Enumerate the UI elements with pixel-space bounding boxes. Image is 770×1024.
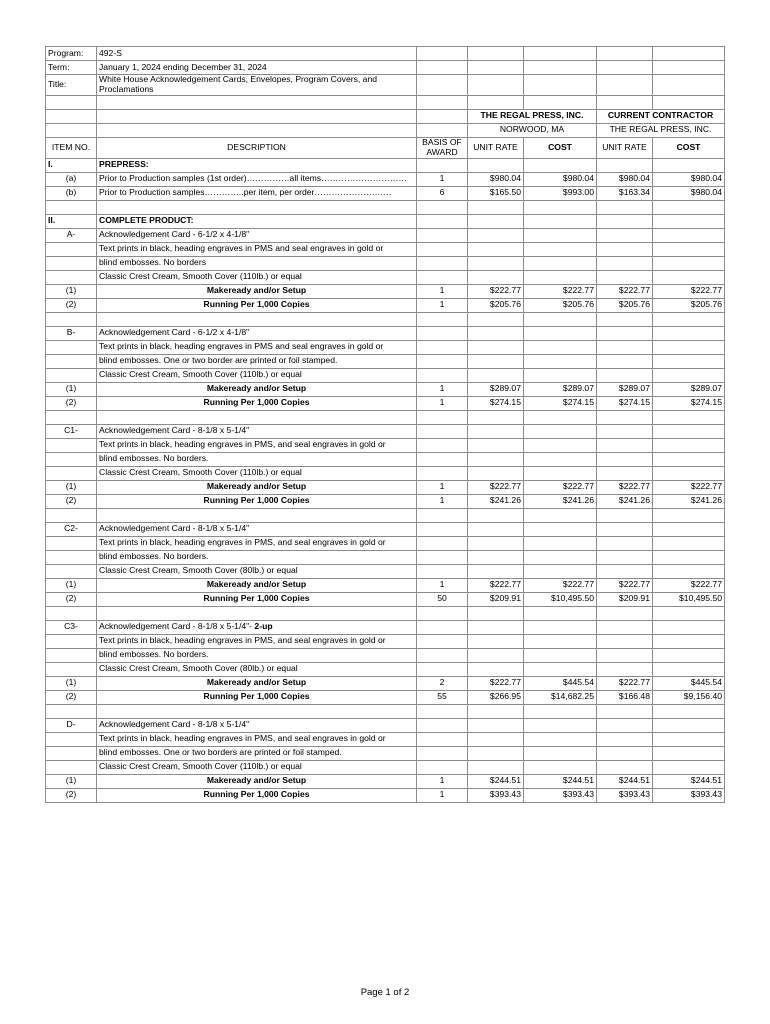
description-text: blind embosses. One or two border are printed or foil stamped. [99, 355, 338, 366]
section-description-row [46, 536, 725, 550]
section-description-row [46, 256, 725, 270]
header-basis: BASIS OF AWARD [417, 137, 468, 158]
section-description-line [97, 340, 417, 354]
section-description-row [46, 326, 725, 340]
section-description-line [97, 354, 417, 368]
section-description-line [97, 634, 417, 648]
item-no: (2) [46, 690, 97, 704]
unit-rate-2: $166.48 [597, 690, 653, 704]
section-id-blank [46, 648, 97, 662]
cost-1: $241.26 [524, 494, 597, 508]
section-id-blank [46, 550, 97, 564]
section-description-row [46, 354, 725, 368]
cost-1: $244.51 [524, 774, 597, 788]
section-description-row [46, 746, 725, 760]
section-description-line [97, 648, 417, 662]
prepress-row-b [46, 186, 725, 200]
cost-2: $9,156.40 [653, 690, 725, 704]
cost-1: $14,682.25 [524, 690, 597, 704]
section-description-row [46, 466, 725, 480]
complete-product-header-row [46, 214, 725, 228]
header-unit-rate-1: UNIT RATE [468, 137, 524, 158]
cost-2: $241.26 [653, 494, 725, 508]
title-row [46, 75, 725, 96]
item-no: (1) [46, 774, 97, 788]
item-no: (2) [46, 592, 97, 606]
price-line-row [46, 788, 725, 802]
basis-value: 1 [417, 396, 468, 410]
unit-rate-1: $222.77 [468, 578, 524, 592]
price-line-row [46, 578, 725, 592]
section-description-line [97, 228, 417, 242]
page-number: Page 1 of 2 [360, 987, 410, 998]
section-id-blank [46, 270, 97, 284]
unit-rate-1: $980.04 [468, 172, 524, 186]
title-value: White House Acknowledgement Cards, Envelopes, Program Covers, and Proclamations [97, 75, 417, 96]
item-no: (a) [46, 172, 97, 186]
unit-rate-2: $274.15 [597, 396, 653, 410]
section-id-blank [46, 452, 97, 466]
section-id: B- [46, 326, 97, 340]
cost-2: $445.54 [653, 676, 725, 690]
cost-2: $274.15 [653, 396, 725, 410]
section-description-line [97, 466, 417, 480]
cost-2: $10,495.50 [653, 592, 725, 606]
item-no: (1) [46, 578, 97, 592]
description-text: blind embosses. No borders. [99, 551, 209, 562]
description-text: Classic Crest Cream, Smooth Cover (80lb.) or equal [99, 663, 298, 674]
cost-1: $205.76 [524, 298, 597, 312]
description-text: Acknowledgement Card - 8-1/8 x 5-1/4" [99, 425, 250, 436]
line-label: Makeready and/or Setup [97, 480, 417, 494]
vendor-location-row [46, 123, 725, 137]
section-description-line [97, 438, 417, 452]
section-description-line [97, 718, 417, 732]
complete-product-number: II. [46, 214, 97, 228]
section-id-blank [46, 242, 97, 256]
description-text: Acknowledgement Card - 8-1/8 x 5-1/4" [99, 719, 250, 730]
section-id-blank [46, 746, 97, 760]
description-text: Text prints in black, heading engraves in PMS, and seal engraves in gold or [99, 439, 386, 450]
section-description-row [46, 340, 725, 354]
price-line-row [46, 298, 725, 312]
basis-value: 50 [417, 592, 468, 606]
cost-1: $993.00 [524, 186, 597, 200]
section-description-row [46, 648, 725, 662]
cost-1: $274.15 [524, 396, 597, 410]
item-no: (1) [46, 676, 97, 690]
prepress-label: PREPRESS: [97, 158, 417, 172]
price-line-row [46, 592, 725, 606]
price-line-row [46, 676, 725, 690]
item-no: (b) [46, 186, 97, 200]
unit-rate-1: $274.15 [468, 396, 524, 410]
description-text: Text prints in black, heading engraves in PMS, and seal engraves in gold or [99, 733, 386, 744]
vendor2-name: CURRENT CONTRACTOR [597, 109, 725, 123]
section-description-row [46, 452, 725, 466]
section-id: C2- [46, 522, 97, 536]
description-text: Classic Crest Cream, Smooth Cover (110lb.) or equal [99, 369, 302, 380]
cost-1: $980.04 [524, 172, 597, 186]
section-description-line [97, 746, 417, 760]
price-line-row [46, 690, 725, 704]
header-unit-rate-2: UNIT RATE [597, 137, 653, 158]
vendor-name-row [46, 109, 725, 123]
line-label: Running Per 1,000 Copies [97, 690, 417, 704]
description-text: Text prints in black, heading engraves in PMS, and seal engraves in gold or [99, 537, 386, 548]
section-description-row [46, 270, 725, 284]
unit-rate-1: $209.91 [468, 592, 524, 606]
unit-rate-1: $205.76 [468, 298, 524, 312]
section-description-row [46, 732, 725, 746]
unit-rate-2: $209.91 [597, 592, 653, 606]
unit-rate-2: $222.77 [597, 284, 653, 298]
section-description-line [97, 536, 417, 550]
section-description-line [97, 522, 417, 536]
spacer-row [46, 410, 725, 424]
complete-product-label: COMPLETE PRODUCT: [97, 214, 417, 228]
unit-rate-2: $289.07 [597, 382, 653, 396]
section-id-blank [46, 256, 97, 270]
unit-rate-1: $289.07 [468, 382, 524, 396]
section-id-blank [46, 466, 97, 480]
title-label: Title: [46, 75, 97, 96]
term-label: Term: [46, 61, 97, 75]
section-description-line [97, 270, 417, 284]
section-id: A- [46, 228, 97, 242]
price-line-row [46, 494, 725, 508]
line-label: Makeready and/or Setup [97, 578, 417, 592]
cost-1: $289.07 [524, 382, 597, 396]
description-text: Classic Crest Cream, Smooth Cover (110lb.) or equal [99, 761, 302, 772]
cost-2: $244.51 [653, 774, 725, 788]
basis-value: 1 [417, 788, 468, 802]
line-label: Running Per 1,000 Copies [97, 494, 417, 508]
description-text: Acknowledgement Card - 6-1/2 x 4-1/8" [99, 229, 250, 240]
line-label: Running Per 1,000 Copies [97, 592, 417, 606]
section-id: C1- [46, 424, 97, 438]
line-label: Makeready and/or Setup [97, 676, 417, 690]
section-description-line [97, 550, 417, 564]
item-no: (2) [46, 494, 97, 508]
section-description-line [97, 760, 417, 774]
section-description-line [97, 620, 417, 634]
unit-rate-1: $165.50 [468, 186, 524, 200]
cost-2: $222.77 [653, 578, 725, 592]
header-description: DESCRIPTION [97, 137, 417, 158]
prepress-header-row [46, 158, 725, 172]
unit-rate-2: $205.76 [597, 298, 653, 312]
basis-value: 1 [417, 578, 468, 592]
line-label: Makeready and/or Setup [97, 382, 417, 396]
program-row [46, 47, 725, 61]
unit-rate-2: $222.77 [597, 480, 653, 494]
section-description-row [46, 564, 725, 578]
section-id-blank [46, 564, 97, 578]
description-text: Acknowledgement Card - 8-1/8 x 5-1/4"- [99, 621, 255, 632]
description-text: Text prints in black, heading engraves in PMS, and seal engraves in gold or [99, 635, 386, 646]
cost-1: $10,495.50 [524, 592, 597, 606]
cost-2: $980.04 [653, 186, 725, 200]
unit-rate-2: $241.26 [597, 494, 653, 508]
line-label: Running Per 1,000 Copies [97, 396, 417, 410]
description-text: blind embosses. One or two borders are printed or foil stamped. [99, 747, 342, 758]
header-cost-1: COST [524, 137, 597, 158]
section-description-row [46, 634, 725, 648]
section-description-row [46, 424, 725, 438]
section-description-line [97, 424, 417, 438]
section-id: C3- [46, 620, 97, 634]
section-description-row [46, 620, 725, 634]
prepress-number: I. [46, 158, 97, 172]
price-line-row [46, 284, 725, 298]
section-description-row [46, 242, 725, 256]
vendor1-name: THE REGAL PRESS, INC. [468, 109, 597, 123]
cost-2: $222.77 [653, 480, 725, 494]
item-no: (2) [46, 298, 97, 312]
basis-value: 55 [417, 690, 468, 704]
section-description-row [46, 550, 725, 564]
vendor2-location: THE REGAL PRESS, INC. [597, 123, 725, 137]
description-text: Classic Crest Cream, Smooth Cover (110lb.) or equal [99, 271, 302, 282]
cost-1: $222.77 [524, 480, 597, 494]
unit-rate-1: $393.43 [468, 788, 524, 802]
cost-1: $222.77 [524, 578, 597, 592]
section-description-row [46, 662, 725, 676]
price-line-row [46, 480, 725, 494]
basis-value: 1 [417, 382, 468, 396]
unit-rate-2: $244.51 [597, 774, 653, 788]
program-label: Program: [46, 47, 97, 61]
description-text: Text prints in black, heading engraves in PMS and seal engraves in gold or [99, 243, 384, 254]
line-label: Makeready and/or Setup [97, 284, 417, 298]
cost-2: $980.04 [653, 172, 725, 186]
section-id-blank [46, 634, 97, 648]
basis-value: 2 [417, 676, 468, 690]
description-text: Acknowledgement Card - 6-1/2 x 4-1/8" [99, 327, 250, 338]
header-cost-2: COST [653, 137, 725, 158]
description-text: blind embosses. No borders. [99, 649, 209, 660]
item-description: Prior to Production samples (1st order)……………all items………………………… [97, 172, 417, 186]
spacer-row [46, 508, 725, 522]
unit-rate-2: $222.77 [597, 578, 653, 592]
prepress-row-a [46, 172, 725, 186]
basis-value: 1 [417, 284, 468, 298]
unit-rate-1: $266.95 [468, 690, 524, 704]
cost-2: $205.76 [653, 298, 725, 312]
section-description-row [46, 368, 725, 382]
section-description-line [97, 326, 417, 340]
section-id-blank [46, 438, 97, 452]
cost-1: $445.54 [524, 676, 597, 690]
term-row [46, 61, 725, 75]
section-id-blank [46, 354, 97, 368]
header-item-no: ITEM NO. [46, 137, 97, 158]
price-line-row [46, 774, 725, 788]
unit-rate-1: $222.77 [468, 676, 524, 690]
basis-value: 1 [417, 172, 468, 186]
column-header-row [46, 137, 725, 158]
unit-rate-2: $393.43 [597, 788, 653, 802]
section-description-row [46, 522, 725, 536]
section-id-blank [46, 732, 97, 746]
cost-2: $289.07 [653, 382, 725, 396]
spacer-row [46, 606, 725, 620]
section-description-line [97, 732, 417, 746]
item-description: Prior to Production samples…………..per item, per order……………………… [97, 186, 417, 200]
section-description-line [97, 368, 417, 382]
program-value: 492-S [97, 47, 417, 61]
cost-2: $222.77 [653, 284, 725, 298]
section-description-row [46, 228, 725, 242]
line-label: Makeready and/or Setup [97, 774, 417, 788]
cost-2: $393.43 [653, 788, 725, 802]
description-emphasis: 2-up [254, 621, 273, 632]
spacer-row [46, 312, 725, 326]
unit-rate-2: $980.04 [597, 172, 653, 186]
description-text: Classic Crest Cream, Smooth Cover (80lb.) or equal [99, 565, 298, 576]
item-no: (1) [46, 480, 97, 494]
spacer-row [46, 704, 725, 718]
section-description-line [97, 452, 417, 466]
basis-value: 1 [417, 298, 468, 312]
item-no: (1) [46, 382, 97, 396]
vendor1-location: NORWOOD, MA [468, 123, 597, 137]
unit-rate-1: $222.77 [468, 480, 524, 494]
unit-rate-2: $163.34 [597, 186, 653, 200]
section-description-line [97, 256, 417, 270]
description-text: Text prints in black, heading engraves in PMS and seal engraves in gold or [99, 341, 384, 352]
section-description-line [97, 242, 417, 256]
section-id: D- [46, 718, 97, 732]
section-description-row [46, 718, 725, 732]
unit-rate-2: $222.77 [597, 676, 653, 690]
description-text: blind embosses. No borders. [99, 453, 209, 464]
basis-value: 1 [417, 480, 468, 494]
description-text: Classic Crest Cream, Smooth Cover (110lb.) or equal [99, 467, 302, 478]
basis-value: 1 [417, 774, 468, 788]
term-value: January 1, 2024 ending December 31, 2024 [97, 61, 417, 75]
section-description-row [46, 438, 725, 452]
line-label: Running Per 1,000 Copies [97, 298, 417, 312]
section-description-line [97, 662, 417, 676]
price-line-row [46, 382, 725, 396]
unit-rate-1: $244.51 [468, 774, 524, 788]
description-text: blind embosses. No borders [99, 257, 206, 268]
line-label: Running Per 1,000 Copies [97, 788, 417, 802]
item-no: (2) [46, 788, 97, 802]
cost-1: $222.77 [524, 284, 597, 298]
item-no: (1) [46, 284, 97, 298]
section-id-blank [46, 340, 97, 354]
basis-value: 1 [417, 494, 468, 508]
section-id-blank [46, 760, 97, 774]
description-text: Acknowledgement Card - 8-1/8 x 5-1/4" [99, 523, 250, 534]
unit-rate-1: $241.26 [468, 494, 524, 508]
cost-1: $393.43 [524, 788, 597, 802]
item-no: (2) [46, 396, 97, 410]
section-description-line [97, 564, 417, 578]
section-id-blank [46, 536, 97, 550]
section-description-row [46, 760, 725, 774]
price-line-row [46, 396, 725, 410]
unit-rate-1: $222.77 [468, 284, 524, 298]
bid-abstract-table [45, 46, 725, 803]
section-id-blank [46, 368, 97, 382]
section-id-blank [46, 662, 97, 676]
basis-value: 6 [417, 186, 468, 200]
